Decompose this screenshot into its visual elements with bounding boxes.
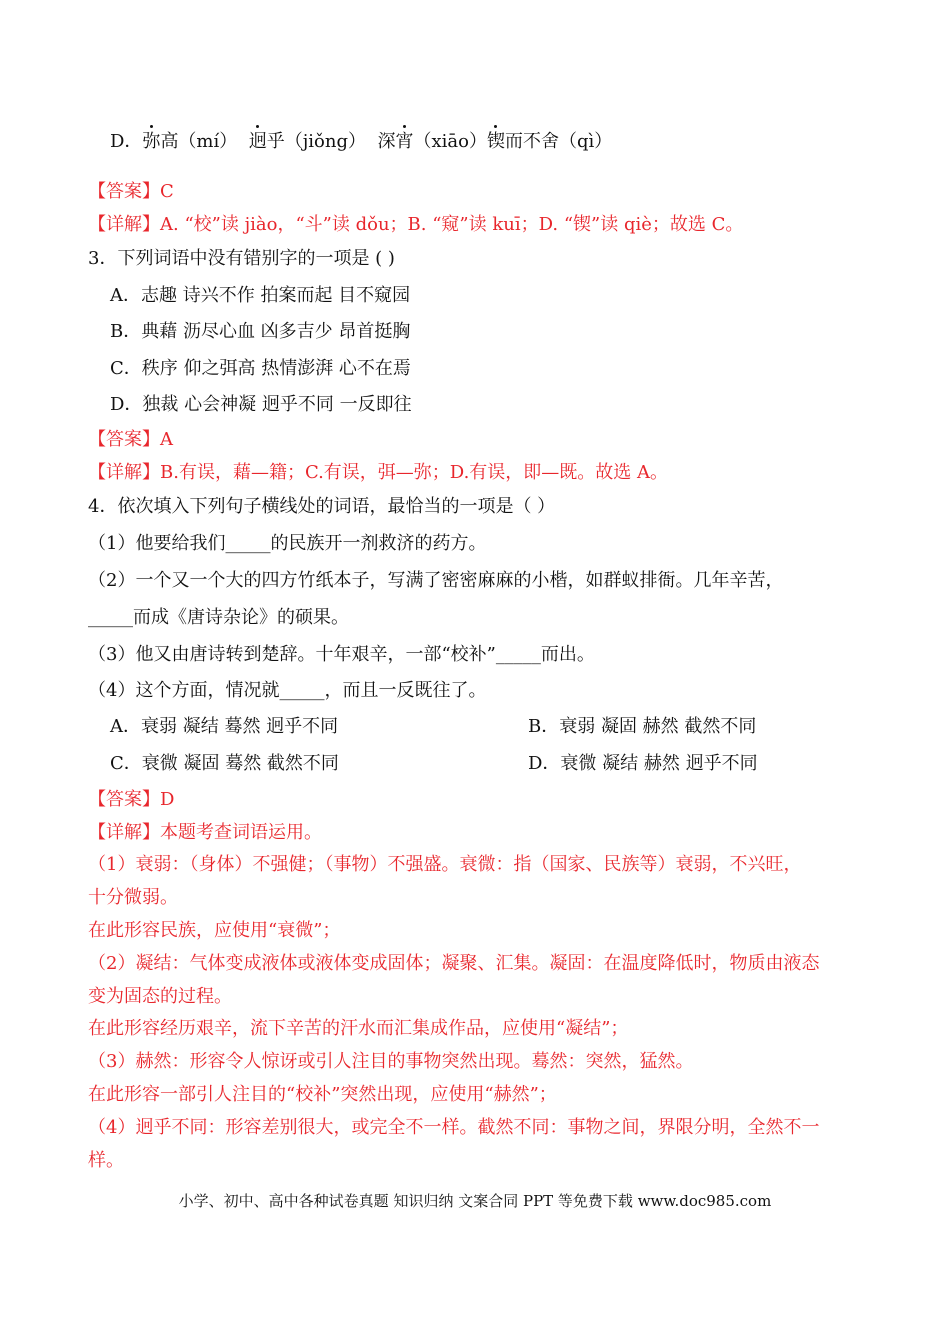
emphasized-char: 锲 xyxy=(486,131,505,152)
q4-sentence-1: （1）他要给我们_____的民族开一剂救济的药方。 xyxy=(88,533,487,554)
q4-explanation-1-conclusion: 在此形容民族，应使用“衰微”； xyxy=(88,920,341,941)
word-text: 而不舍（qì） xyxy=(504,131,613,152)
q4-explanation-2-conclusion: 在此形容经历艰辛，流下辛苦的汗水而汇集成作品，应使用“凝结”； xyxy=(88,1018,629,1039)
emphasized-char: 弥 xyxy=(142,131,161,152)
q3-answer: 【答案】A xyxy=(88,429,173,450)
q4-explanation-2-cont: 变为固态的过程。 xyxy=(88,986,232,1007)
q4-sentence-4: （4）这个方面，情况就_____，而且一反既往了。 xyxy=(88,680,487,701)
q4-explanation-3: （3）赫然：形容令人惊讶或引人注目的事物突然出现。蓦然：突然，猛然。 xyxy=(88,1051,694,1072)
q4-explanation-4-cont: 样。 xyxy=(88,1150,124,1171)
q4-explanation-intro: 【详解】本题考查词语运用。 xyxy=(88,822,322,843)
page-footer: 小学、初中、高中各种试卷真题 知识归纳 文案合同 PPT 等免费下载 www.doc985.com xyxy=(178,1192,772,1210)
q4-option-d: D．衰微 凝结 赫然 迥乎不同 xyxy=(528,753,758,774)
word-text: 乎（jiǒng） xyxy=(266,131,367,152)
q4-sentence-3: （3）他又由唐诗转到楚辞。十年艰辛，一部“校补”_____而出。 xyxy=(88,644,595,665)
q3-option-a: A．志趣 诗兴不作 拍案而起 目不窥园 xyxy=(110,285,411,306)
word-text: 高（mí） xyxy=(160,131,238,152)
emphasized-char: 迥 xyxy=(248,131,267,152)
q4-option-row-1 xyxy=(110,715,757,739)
q3-explanation: 【详解】B.有误，藉—籍；C.有误，弭—弥；D.有误，即—既。故选 A。 xyxy=(88,462,669,483)
q4-sentence-2-cont: _____而成《唐诗杂论》的硕果。 xyxy=(88,607,349,628)
q4-sentence-2: （2）一个又一个大的四方竹纸本子，写满了密密麻麻的小楷，如群蚁排衙。几年辛苦， xyxy=(88,570,784,591)
word-text: （xiāo） xyxy=(413,131,487,152)
option-letter: D． xyxy=(110,131,143,152)
q4-option-c: C．衰微 凝固 蓦然 截然不同 xyxy=(110,753,339,774)
q4-option-b: B．衰弱 凝固 赫然 截然不同 xyxy=(528,716,757,737)
word-text: 深 xyxy=(377,131,396,152)
q4-explanation-1-cont: 十分微弱。 xyxy=(88,887,178,908)
q4-option-row-2 xyxy=(110,752,758,776)
q4-explanation-1: （1）衰弱：（身体）不强健；（事物）不强盛。衰微：指（国家、民族等）衰弱，不兴旺， xyxy=(88,854,802,875)
q3-option-b: B．典藉 沥尽心血 凶多吉少 昂首挺胸 xyxy=(110,321,411,342)
q4-answer: 【答案】D xyxy=(88,789,175,810)
q2-option-d xyxy=(110,130,612,154)
q3-stem: 3．下列词语中没有错别字的一项是 ( ) xyxy=(88,248,395,269)
q3-option-c: C．秩序 仰之弭高 热情澎湃 心不在焉 xyxy=(110,358,411,379)
q3-option-d: D．独裁 心会神凝 迥乎不同 一反即往 xyxy=(110,394,412,415)
emphasized-char: 宵 xyxy=(395,131,414,152)
q2-answer: 【答案】C xyxy=(88,181,174,202)
q4-explanation-2: （2）凝结：气体变成液体或液体变成固体；凝聚、汇集。凝固：在温度降低时，物质由液态 xyxy=(88,953,820,974)
q4-explanation-3-conclusion: 在此形容一部引人注目的“校补”突然出现，应使用“赫然”； xyxy=(88,1084,557,1105)
q4-option-a: A．衰弱 凝结 蓦然 迥乎不同 xyxy=(110,716,339,737)
q4-stem: 4．依次填入下列句子横线处的词语，最恰当的一项是（ ） xyxy=(88,496,556,517)
q4-explanation-4: （4）迥乎不同：形容差别很大，或完全不一样。截然不同：事物之间，界限分明，全然不一 xyxy=(88,1117,820,1138)
q2-explanation: 【详解】A. “校”读 jiào，“斗”读 dǒu；B. “窥”读 kuī；D. “锲”读 qiè；故选 C。 xyxy=(88,214,744,235)
